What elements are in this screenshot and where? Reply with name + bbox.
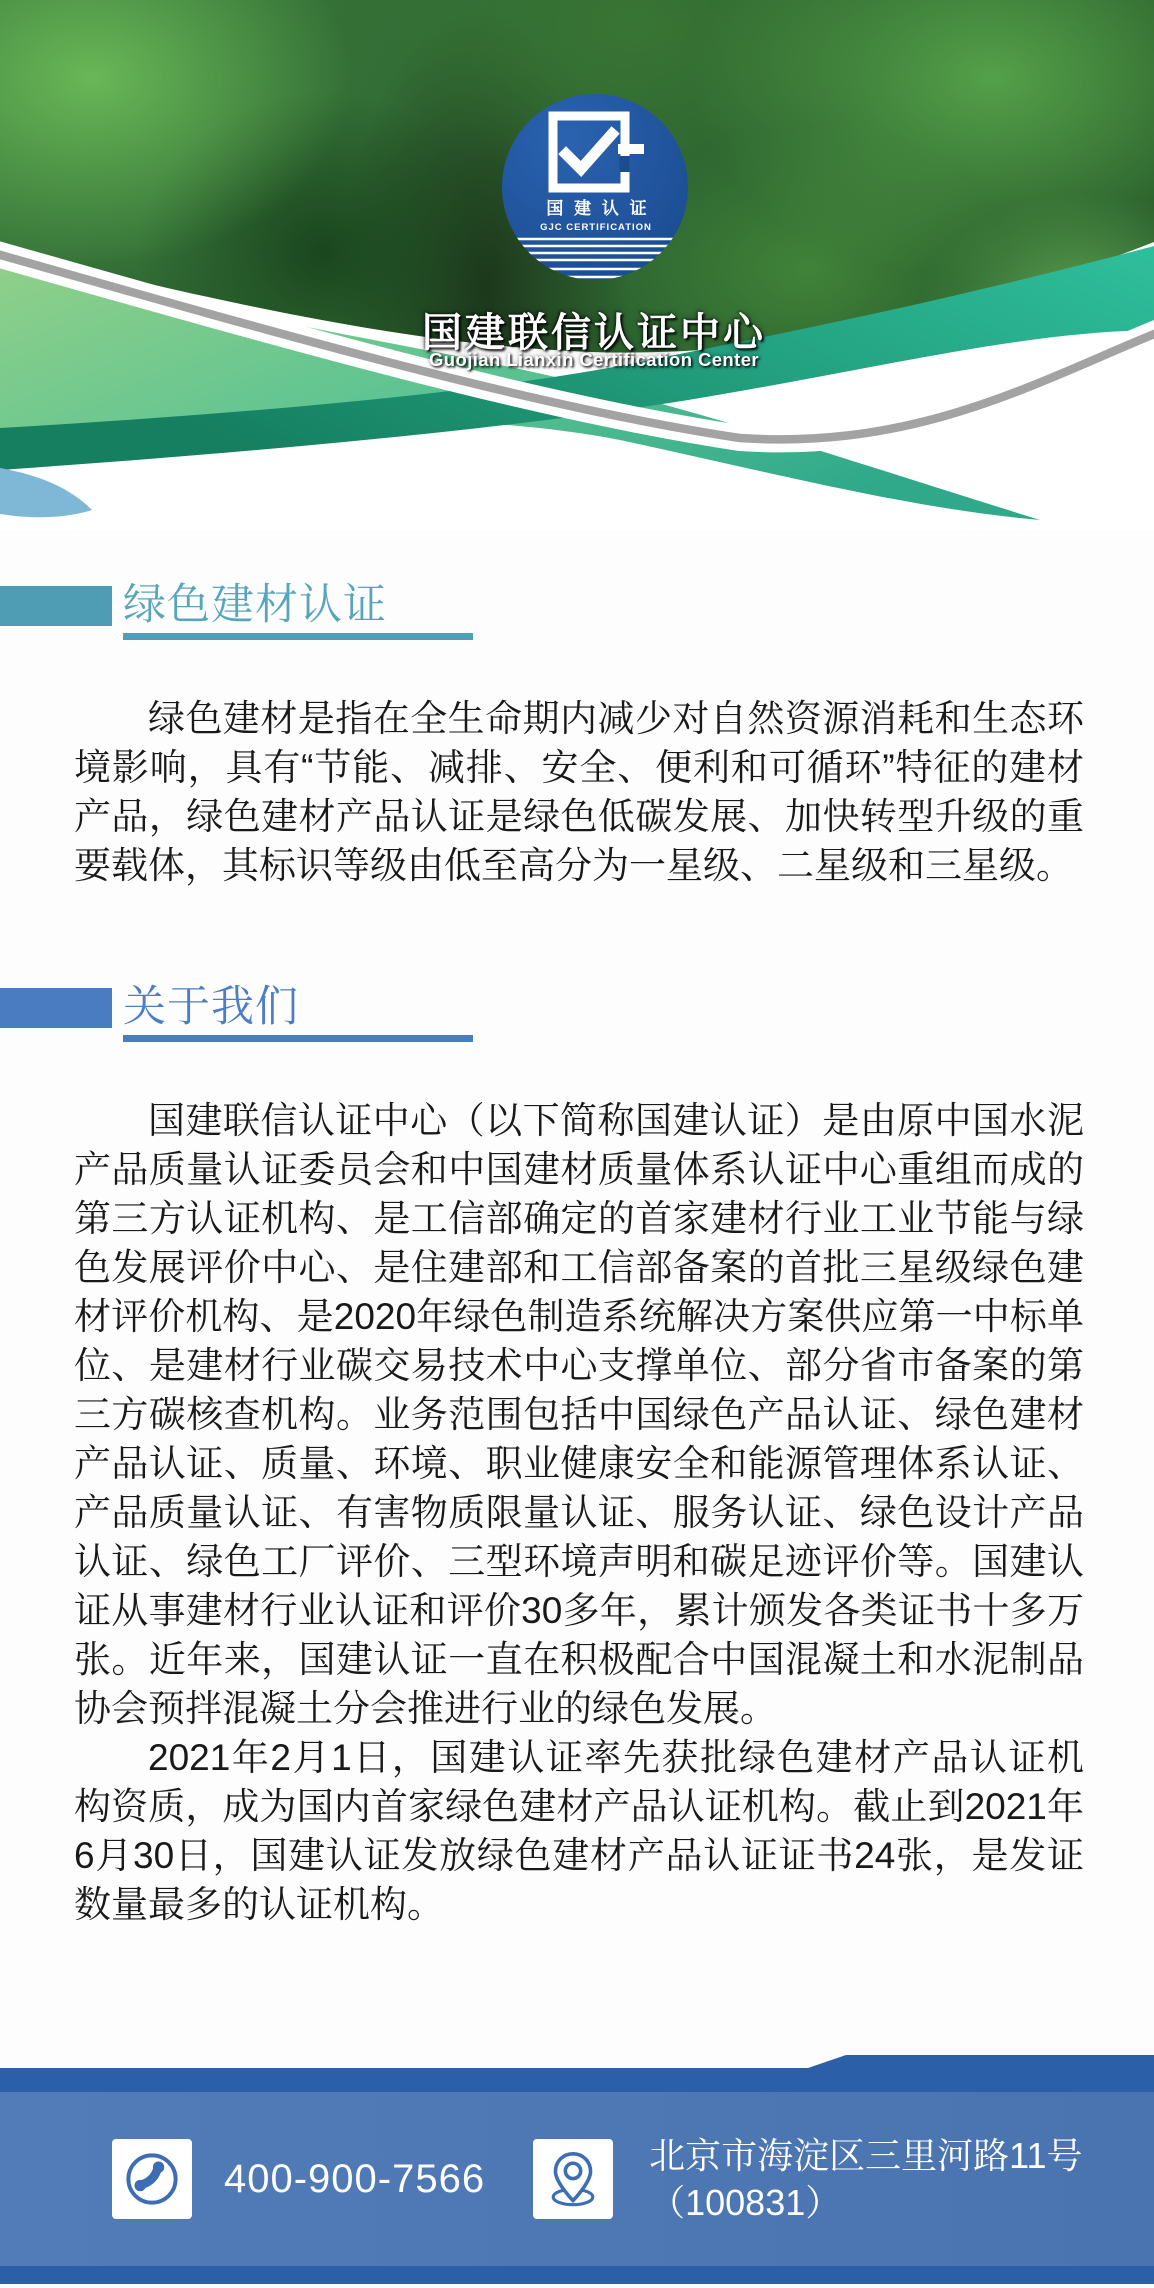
heading-accent-bar bbox=[0, 988, 112, 1028]
section-heading bbox=[0, 583, 1154, 640]
footer-contact-bar bbox=[0, 2052, 1154, 2288]
section-body bbox=[0, 1096, 1154, 1929]
logo-badge-cn: 国 建 认 证 bbox=[546, 199, 650, 218]
section-title: 绿色建材认证 bbox=[123, 581, 387, 629]
section-about-us bbox=[0, 985, 1154, 1929]
section-heading bbox=[0, 985, 1154, 1042]
location-pin-icon bbox=[537, 2143, 609, 2215]
footer-bottom-strip bbox=[0, 2266, 1154, 2284]
section-body bbox=[0, 694, 1154, 890]
footer-notch-shape bbox=[0, 2052, 1154, 2092]
phone-number: 400-900-7566 bbox=[224, 2156, 486, 2201]
heading-underline bbox=[123, 583, 473, 640]
location-icon-tile bbox=[533, 2139, 613, 2219]
org-name-en: Guojian Lianxin Certification Center bbox=[429, 349, 759, 370]
gjc-logo bbox=[500, 92, 690, 282]
address-line2: （100831） bbox=[649, 2182, 842, 2223]
paragraph: 绿色建材是指在全生命期内减少对自然资源消耗和生态环境影响，具有“节能、减排、安全、便利和可循环”特征的建材产品，绿色建材产品认证是绿色低碳发展、加快转型升级的重要载体，其标识等级由低至高分为一星级、二星级和三星级。 bbox=[74, 698, 1084, 887]
phone-icon-tile bbox=[112, 2139, 192, 2219]
address-line1: 北京市海淀区三里河路11号 bbox=[649, 2135, 1083, 2176]
header-banner bbox=[0, 0, 1154, 530]
heading-accent-bar bbox=[0, 586, 112, 626]
address bbox=[649, 2132, 1082, 2226]
org-name-cn: 国建联信认证中心 bbox=[422, 311, 766, 355]
paragraph: 国建联信认证中心（以下简称国建认证）是由原中国水泥产品质量认证委员会和中国建材质量体系认证中心重组而成的第三方认证机构、是工信部确定的首家建材行业工业节能与绿色发展评价中心、是住建部和工信部备案的首批三星级绿色建材评价机构、是2020年绿色制造系统解决方案供应第一中标单位、是建材行业碳交易技术中心支撑单位、部分省市备案的第三方碳核查机构。业务范围包括中国绿色产品认证、绿色建材产品认证、质量、环境、职业健康安全和能源管理体系认证、产品质量认证、有害物质限量认证、服务认证、绿色设计产品认证、绿色工厂评价、三型环境声明和碳足迹评价等。国建认证从事建材行业认证和评价30多年，累计颁发各类证书十多万张。近年来，国建认证一直在积极配合中国混凝土和水泥制品协会预拌混凝土分会推进行业的绿色发展。 bbox=[74, 1100, 1084, 1730]
logo-badge-en: GJC CERTIFICATION bbox=[540, 222, 652, 233]
phone-icon bbox=[117, 2144, 187, 2214]
heading-underline bbox=[123, 985, 473, 1042]
footer-panel bbox=[0, 2092, 1154, 2266]
section-title: 关于我们 bbox=[123, 983, 299, 1031]
paragraph: 2021年2月1日，国建认证率先获批绿色建材产品认证机构资质，成为国内首家绿色建材产品认证机构。截止到2021年6月30日，国建认证发放绿色建材产品认证证书24张，是发证数量最多的认证机构。 bbox=[74, 1737, 1084, 1926]
section-green-materials bbox=[0, 583, 1154, 890]
